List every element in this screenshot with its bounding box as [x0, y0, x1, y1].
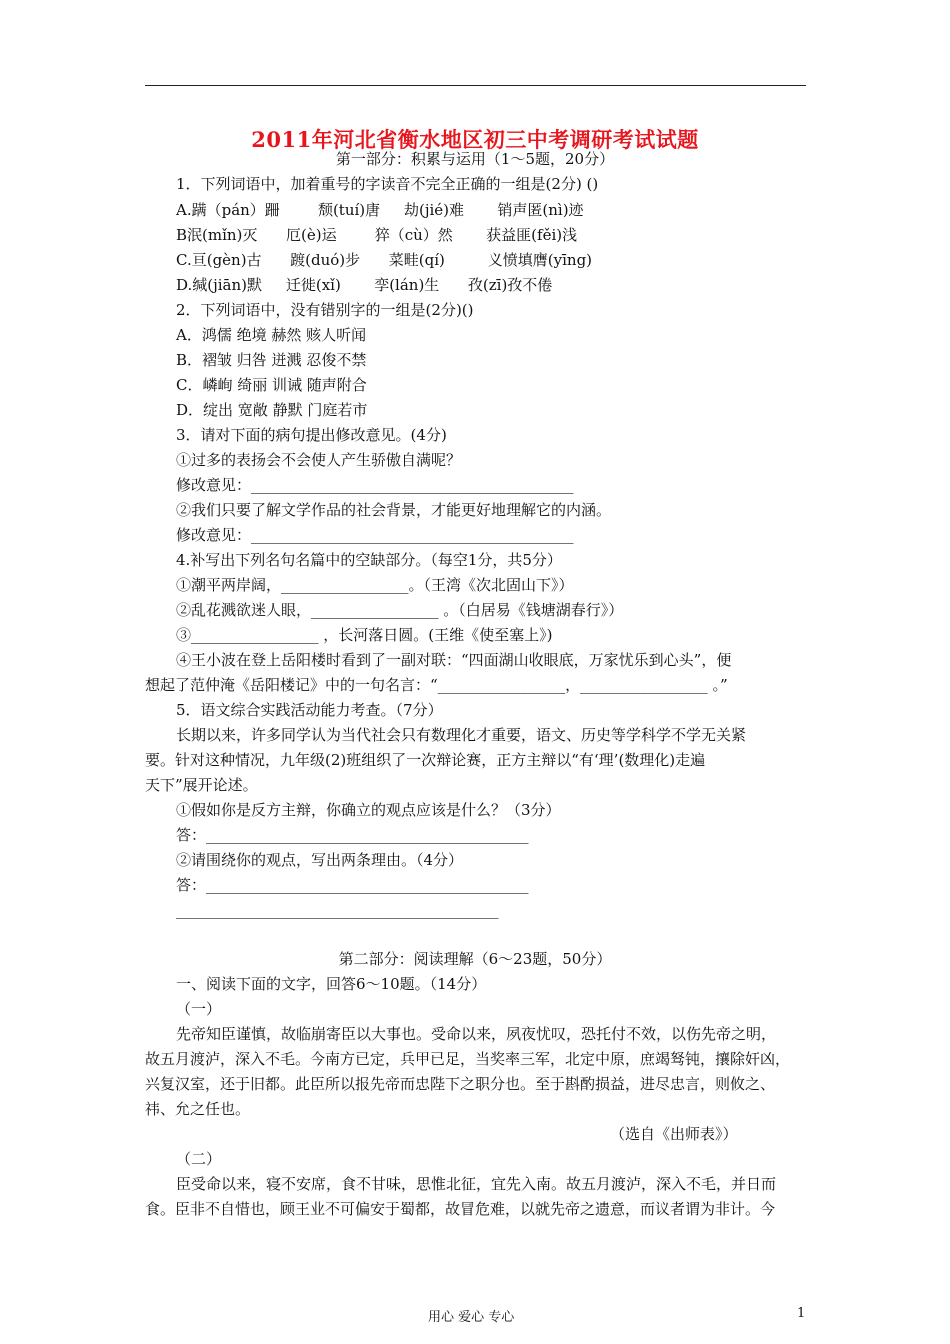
option-b: B泯(mǐn)灭 厄(è)运 猝（cù）然 获益匪(fěi)浅 — [176, 226, 578, 244]
fill-blank-2: ②乱花溅欲迷人眼，_________________ 。（白居易《钱塘湖春行》） — [176, 601, 624, 619]
part2-heading: 第二部分：阅读理解（6～23题，50分） — [338, 950, 612, 968]
answer-line: 答：___________________________________________ — [176, 876, 529, 894]
option-c: C.亘(gèn)古 踱(duó)步 菜畦(qí) 义愤填膺(yīng) — [176, 251, 593, 269]
sentence-1: ①过多的表扬会不会使人产生骄傲自满呢？ — [176, 451, 462, 469]
passage-line: 故五月渡泸，深入不毛。今南方已定，兵甲已足，当奖率三军，北定中原，庶竭驽钝，攘除奸凶， — [145, 1050, 791, 1068]
header-rule — [145, 85, 806, 86]
option-b: B．褶皱 归咎 迸溅 忍俊不禁 — [176, 351, 367, 369]
fill-blank-4: ④王小波在登上岳阳楼时看到了一副对联：“四面湖山收眼底，万家忧乐到心头”，便 — [176, 651, 732, 669]
passage-line: 祎、允之任也。 — [145, 1100, 251, 1118]
question-3: 3．请对下面的病句提出修改意见。(4分) — [176, 426, 447, 444]
fill-blank-1: ①潮平两岸阔，_________________。（王湾《次北固山下》） — [176, 576, 574, 594]
question-2: 2．下列词语中，没有错别字的一组是(2分)() — [176, 301, 474, 319]
option-c: C．嶙峋 绮丽 训诫 随声附合 — [176, 376, 367, 394]
fill-blank-3: ③_________________ ，长河落日圆。(王维《使至塞上》) — [176, 626, 553, 644]
fill-blank-4-cont: 想起了范仲淹《岳阳楼记》中的一句名言：“_________________，_________________ 。” — [145, 676, 728, 694]
option-d: D.缄(jiān)默 迁徙(xǐ) 孪(lán)生 孜(zī)孜不倦 — [176, 276, 553, 294]
passage-line: 食。臣非不自惜也，顾王业不可偏安于蜀都，故冒危难，以就先帝之遗意，而议者谓为非计。今 — [145, 1200, 776, 1218]
answer-line: 修改意见：___________________________________________ — [176, 476, 574, 494]
reading-intro: 一、阅读下面的文字，回答6～10题。（14分） — [176, 975, 487, 993]
sub-question-2: ②请围绕你的观点，写出两条理由。（4分） — [176, 851, 464, 869]
page-number: 1 — [797, 1306, 806, 1321]
question-4: 4.补写出下列名句名篇中的空缺部分。（每空1分，共5分） — [176, 551, 562, 569]
question-5-context: 长期以来，许多同学认为当代社会只有数理化才重要，语文、历史等学科学不学无关紧 — [176, 726, 747, 744]
option-a: A．鸿儒 绝境 赫然 赅人听闻 — [176, 326, 367, 344]
question-5: 5．语文综合实践活动能力考查。（7分） — [176, 701, 443, 719]
option-a: A.蹒（pán）跚 颓(tuí)唐 劫(jié)难 销声匿(nì)迹 — [176, 201, 584, 219]
section-label: （一） — [176, 1000, 222, 1018]
section-label: （二） — [176, 1150, 222, 1168]
passage-line: 先帝知臣谨慎，故临崩寄臣以大事也。受命以来，夙夜忧叹，恐托付不效，以伤先帝之明， — [176, 1025, 777, 1043]
exam-title: 2011年河北省衡水地区初三中考调研考试试题 — [251, 127, 699, 152]
sentence-2: ②我们只要了解文学作品的社会背景，才能更好地理解它的内涵。 — [176, 501, 612, 519]
question-5-context: 天下”展开论述。 — [145, 776, 258, 794]
option-d: D．绽出 宽敞 静默 门庭若市 — [176, 401, 368, 419]
passage-line: 兴复汉室，还于旧都。此臣所以报先帝而忠陛下之职分也。至于斟酌损益，进尽忠言，则攸之、 — [145, 1075, 776, 1093]
sub-question-1: ①假如你是反方主辩，你确立的观点应该是什么？（3分） — [176, 801, 561, 819]
footer-text: 用心 爱心 专心 — [428, 1310, 515, 1325]
answer-line: 修改意见：___________________________________________ — [176, 526, 574, 544]
passage-line: 臣受命以来，寝不安席，食不甘味，思惟北征，宜先入南。故五月渡泸，深入不毛，并日而 — [176, 1175, 777, 1193]
question-1: 1．下列词语中，加着重号的字读音不完全正确的一组是(2分) () — [176, 175, 599, 193]
answer-line: 答：___________________________________________ — [176, 826, 529, 844]
question-5-context: 要。针对这种情况，九年级(2)班组织了一次辩论赛，正方主辩以“有‘理’(数理化)走遍 — [145, 751, 706, 769]
passage-source: （选自《出师表》） — [610, 1125, 738, 1143]
answer-line: ___________________________________________ — [176, 901, 499, 919]
part1-heading: 第一部分：积累与运用（1～5题，20分） — [335, 150, 615, 168]
